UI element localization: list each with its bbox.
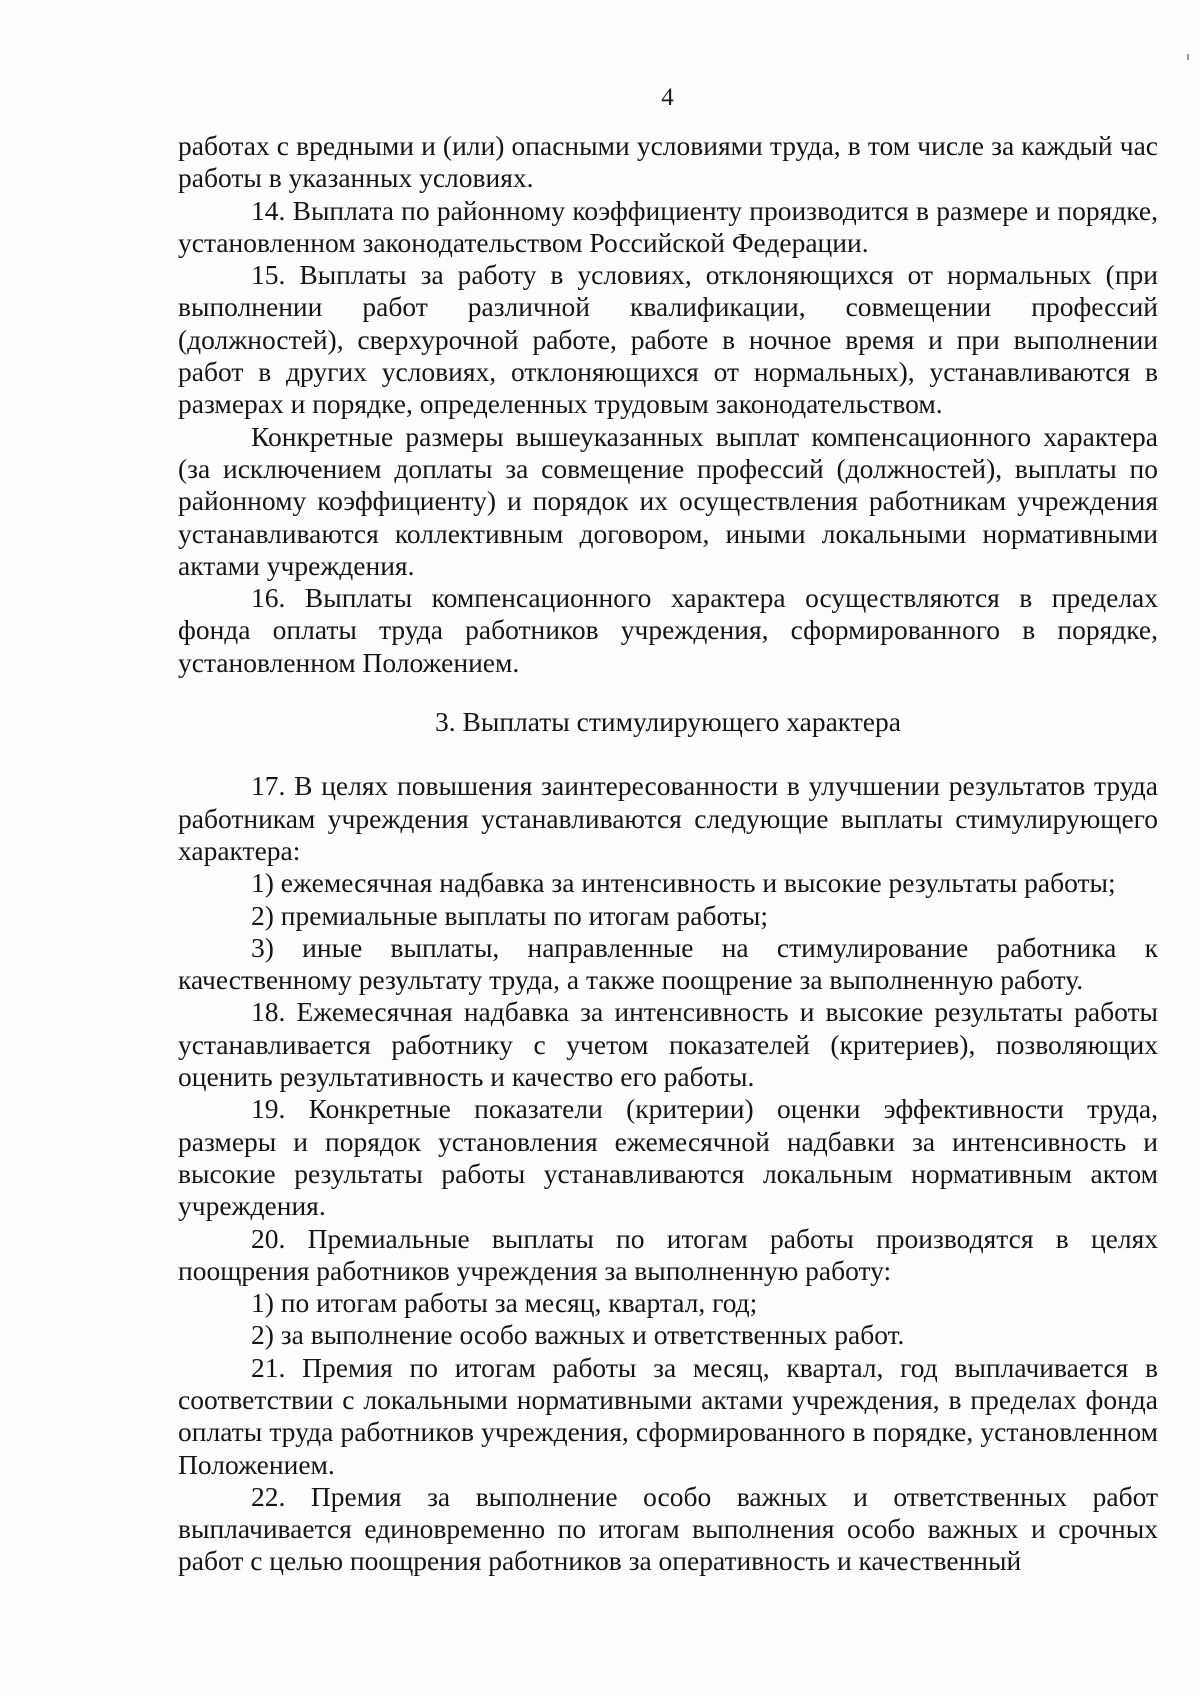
list-item-17-1: 1) ежемесячная надбавка за интенсивность и высокие результаты работы; <box>251 867 1116 899</box>
paragraph-15-specific: Конкретные размеры вышеуказанных выплат компенсационного характера (за исключением доплаты за совмещение профессий (должностей), выплаты по районному коэффициенту) и порядок их осуществления работникам учреждения устанавливаются коллективным договором, иными локальными нормативными актами учреждения. <box>178 420 1158 581</box>
paragraph-continuation: работах с вредными и (или) опасными условиями труда, в том числе за каждый час работы в указанных условиях. <box>178 130 1158 194</box>
paragraph-18: 18. Ежемесячная надбавка за интенсивность и высокие результаты работы устанавливается работнику с учетом показателей (критериев), позволяющих оценить результативность и качество его работы. <box>178 996 1158 1093</box>
paragraph-20: 20. Премиальные выплаты по итогам работы производятся в целях поощрения работников учреждения за выполненную работу: <box>178 1222 1158 1286</box>
paragraph-19: 19. Конкретные показатели (критерии) оценки эффективности труда, размеры и порядок установления ежемесячной надбавки за интенсивность и высокие результаты работы устанавливаются локальным нормативным актом учреждения. <box>178 1093 1158 1222</box>
document-body <box>178 130 1158 1578</box>
paragraph-14: 14. Выплата по районному коэффициенту производится в размере и порядке, установленном законодательством Российской Федерации. <box>178 194 1158 258</box>
paragraph-16: 16. Выплаты компенсационного характера осуществляются в пределах фонда оплаты труда работников учреждения, сформированного в порядке, установленном Положением. <box>178 582 1158 678</box>
list-item-17-2: 2) премиальные выплаты по итогам работы; <box>251 899 769 931</box>
scan-mark <box>1187 54 1189 60</box>
paragraph-17: 17. В целях повышения заинтересованности в улучшении результатов труда работникам учреждения устанавливаются следующие выплаты стимулирующего характера: <box>178 770 1158 866</box>
list-item-20-2: 2) за выполнение особо важных и ответственных работ. <box>251 1319 905 1351</box>
list-item-20-1: 1) по итогам работы за месяц, квартал, год; <box>251 1287 758 1319</box>
paragraph-15: 15. Выплаты за работу в условиях, отклоняющихся от нормальных (при выполнении работ различной квалификации, совмещении профессий (должностей), сверхурочной работе, работе в ночное время и при выполнении работ в других условиях, отклоняющихся от нормальных), устанавливаются в размерах и порядке, определенных трудовым законодательством. <box>178 259 1158 420</box>
section-heading-3: 3. Выплаты стимулирующего характера <box>435 706 901 738</box>
paragraph-21: 21. Премия по итогам работы за месяц, квартал, год выплачивается в соответствии с локальными нормативными актами учреждения, в пределах фонда оплаты труда работников учреждения, сформированного в порядке, установленном Положением. <box>178 1351 1158 1480</box>
paragraph-22: 22. Премия за выполнение особо важных и ответственных работ выплачивается единовременно по итогам выполнения особо важных и срочных работ с целью поощрения работников за оперативность и качественный <box>178 1480 1158 1577</box>
page-number: 4 <box>661 84 674 111</box>
list-item-17-3: 3) иные выплаты, направленные на стимулирование работника к качественному результату труда, а также поощрение за выполненную работу. <box>178 931 1158 996</box>
